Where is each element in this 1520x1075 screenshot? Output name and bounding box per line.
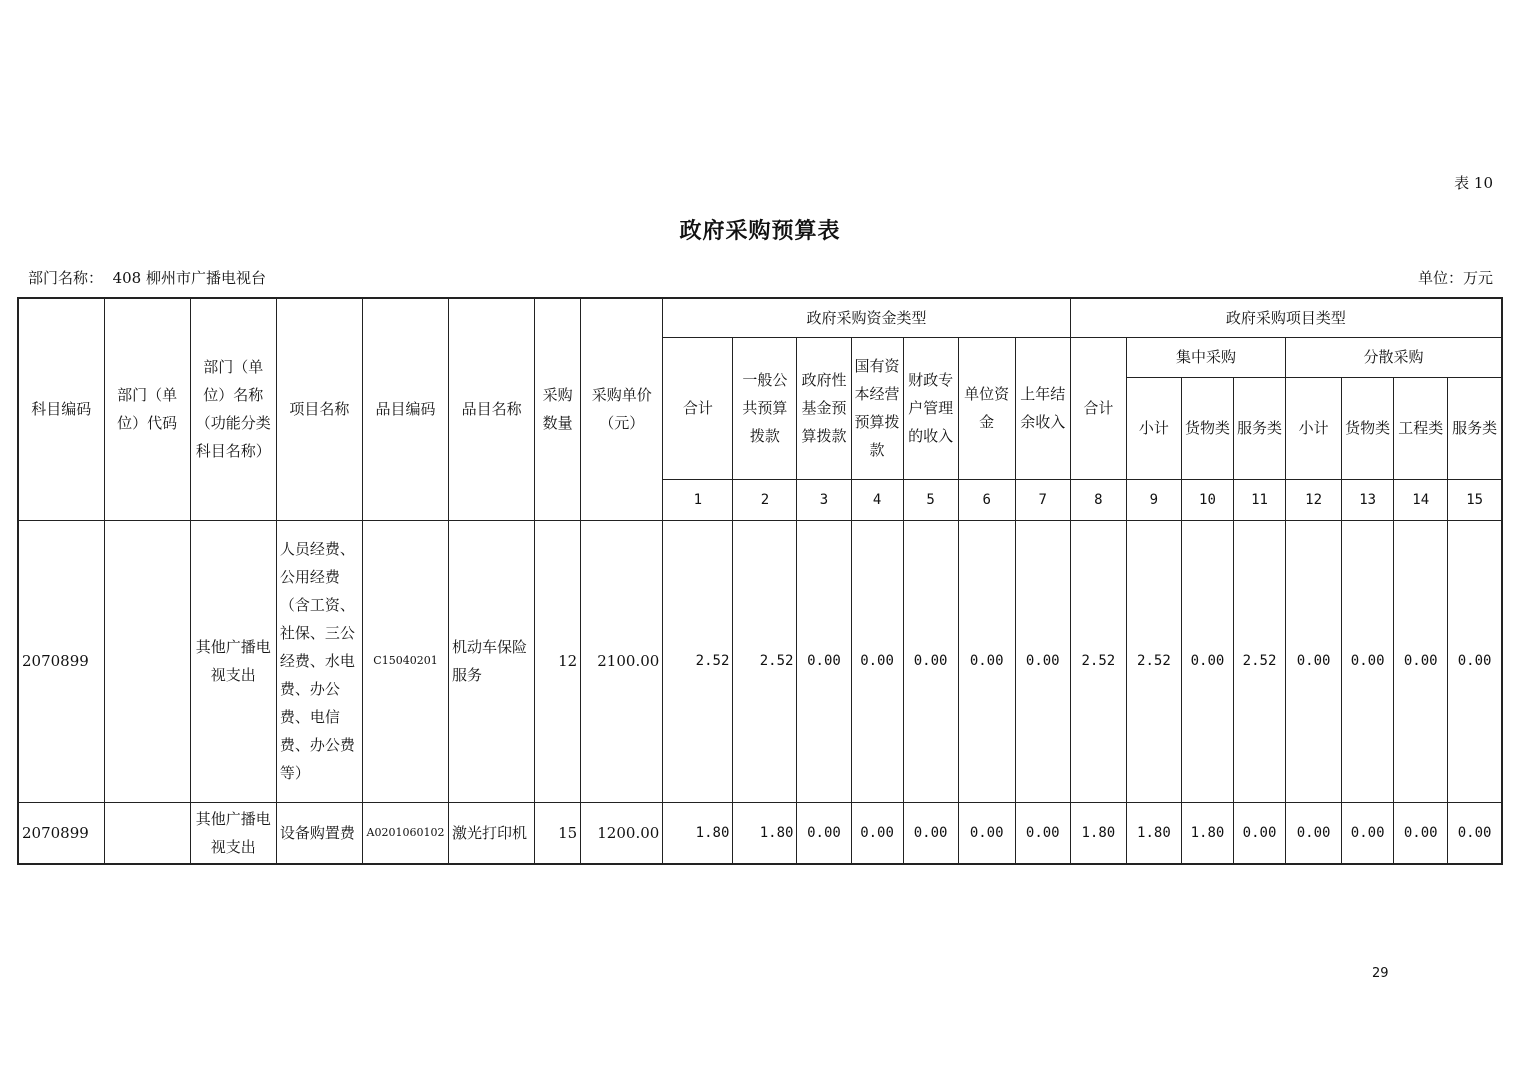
col-central-goods: 货物类 xyxy=(1181,377,1233,479)
cell-item-code: C15040201 xyxy=(362,520,448,802)
col-subject-code: 科目编码 xyxy=(18,298,104,520)
cell-value: 0.00 xyxy=(1286,520,1342,802)
col-dispersed-subtotal: 小计 xyxy=(1286,377,1342,479)
cell-dept-code xyxy=(104,802,190,864)
index-cell: 7 xyxy=(1015,479,1070,520)
cell-unit-price: 1200.00 xyxy=(581,802,663,864)
cell-value: 2.52 xyxy=(1233,520,1285,802)
unit-label: 单位：万元 xyxy=(1417,269,1493,287)
index-cell: 3 xyxy=(797,479,851,520)
cell-value: 0.00 xyxy=(1394,520,1448,802)
index-cell: 5 xyxy=(903,479,958,520)
cell-qty: 12 xyxy=(535,520,581,802)
cell-value: 0.00 xyxy=(903,520,958,802)
group-project-type: 政府采购项目类型 xyxy=(1070,298,1502,337)
group-central: 集中采购 xyxy=(1126,337,1285,377)
cell-value: 2.52 xyxy=(663,520,733,802)
group-fund-type: 政府采购资金类型 xyxy=(663,298,1071,337)
col-state-capital: 国有资本经营预算拨款 xyxy=(851,337,903,479)
cell-value: 0.00 xyxy=(1233,802,1285,864)
col-dispersed-goods: 货物类 xyxy=(1342,377,1394,479)
cell-value: 0.00 xyxy=(1286,802,1342,864)
index-cell: 12 xyxy=(1286,479,1342,520)
cell-project-name: 设备购置费 xyxy=(276,802,362,864)
group-dispersed: 分散采购 xyxy=(1286,337,1502,377)
department-value: 408 柳州市广播电视台 xyxy=(112,269,266,287)
col-dispersed-engineering: 工程类 xyxy=(1394,377,1448,479)
cell-value: 0.00 xyxy=(1342,520,1394,802)
procurement-budget-table xyxy=(17,297,1503,865)
cell-value: 0.00 xyxy=(1448,520,1502,802)
cell-value: 0.00 xyxy=(1015,802,1070,864)
cell-value: 0.00 xyxy=(1181,520,1233,802)
table-row xyxy=(18,802,1502,864)
col-item-name: 品目名称 xyxy=(449,298,535,520)
cell-item-code: A0201060102 xyxy=(362,802,448,864)
cell-dept-name: 其他广播电视支出 xyxy=(190,802,276,864)
cell-value: 1.80 xyxy=(1126,802,1181,864)
col-dept-code: 部门（单位）代码 xyxy=(104,298,190,520)
table-row xyxy=(18,520,1502,802)
col-dept-name: 部门（单位）名称（功能分类科目名称） xyxy=(190,298,276,520)
cell-project-name: 人员经费、公用经费（含工资、社保、三公经费、水电费、办公费、电信费、办公费等） xyxy=(276,520,362,802)
index-cell: 1 xyxy=(663,479,733,520)
cell-value: 0.00 xyxy=(958,802,1015,864)
table-number: 表 10 xyxy=(1454,174,1493,192)
col-item-code: 品目编码 xyxy=(362,298,448,520)
col-general-budget: 一般公共预算拨款 xyxy=(733,337,797,479)
col-gov-fund: 政府性基金预算拨款 xyxy=(797,337,851,479)
department-label: 部门名称： xyxy=(28,269,104,287)
index-cell: 11 xyxy=(1233,479,1285,520)
col-fund-total: 合计 xyxy=(663,337,733,479)
index-cell: 6 xyxy=(958,479,1015,520)
cell-value: 1.80 xyxy=(733,802,797,864)
cell-subject-code: 2070899 xyxy=(18,520,104,802)
index-cell: 9 xyxy=(1126,479,1181,520)
cell-value: 0.00 xyxy=(1448,802,1502,864)
col-dispersed-service: 服务类 xyxy=(1448,377,1502,479)
cell-item-name: 机动车保险服务 xyxy=(449,520,535,802)
col-qty: 采购数量 xyxy=(535,298,581,520)
col-proj-total: 合计 xyxy=(1070,337,1126,479)
cell-subject-code: 2070899 xyxy=(18,802,104,864)
col-central-service: 服务类 xyxy=(1233,377,1285,479)
index-cell: 4 xyxy=(851,479,903,520)
col-unit-price: 采购单价（元） xyxy=(581,298,663,520)
cell-qty: 15 xyxy=(535,802,581,864)
cell-value: 0.00 xyxy=(1342,802,1394,864)
cell-value: 1.80 xyxy=(1070,802,1126,864)
cell-value: 0.00 xyxy=(851,802,903,864)
cell-value: 1.80 xyxy=(1181,802,1233,864)
col-central-subtotal: 小计 xyxy=(1126,377,1181,479)
index-cell: 2 xyxy=(733,479,797,520)
cell-value: 2.52 xyxy=(733,520,797,802)
cell-dept-code xyxy=(104,520,190,802)
index-cell: 14 xyxy=(1394,479,1448,520)
cell-value: 2.52 xyxy=(1126,520,1181,802)
col-unit-fund: 单位资金 xyxy=(958,337,1015,479)
page-title: 政府采购预算表 xyxy=(679,218,841,244)
cell-value: 0.00 xyxy=(958,520,1015,802)
department-line xyxy=(28,267,266,288)
header-row-1 xyxy=(18,298,1502,337)
cell-item-name: 激光打印机 xyxy=(449,802,535,864)
cell-value: 0.00 xyxy=(903,802,958,864)
col-project-name: 项目名称 xyxy=(276,298,362,520)
cell-value: 0.00 xyxy=(851,520,903,802)
cell-value: 0.00 xyxy=(1015,520,1070,802)
page-number: 29 xyxy=(1372,966,1389,981)
index-cell: 13 xyxy=(1342,479,1394,520)
cell-dept-name: 其他广播电视支出 xyxy=(190,520,276,802)
cell-value: 0.00 xyxy=(1394,802,1448,864)
index-cell: 15 xyxy=(1448,479,1502,520)
col-special-account: 财政专户管理的收入 xyxy=(903,337,958,479)
cell-value: 0.00 xyxy=(797,520,851,802)
index-cell: 10 xyxy=(1181,479,1233,520)
cell-unit-price: 2100.00 xyxy=(581,520,663,802)
cell-value: 1.80 xyxy=(663,802,733,864)
col-carryover: 上年结余收入 xyxy=(1015,337,1070,479)
index-cell: 8 xyxy=(1070,479,1126,520)
cell-value: 0.00 xyxy=(797,802,851,864)
cell-value: 2.52 xyxy=(1070,520,1126,802)
